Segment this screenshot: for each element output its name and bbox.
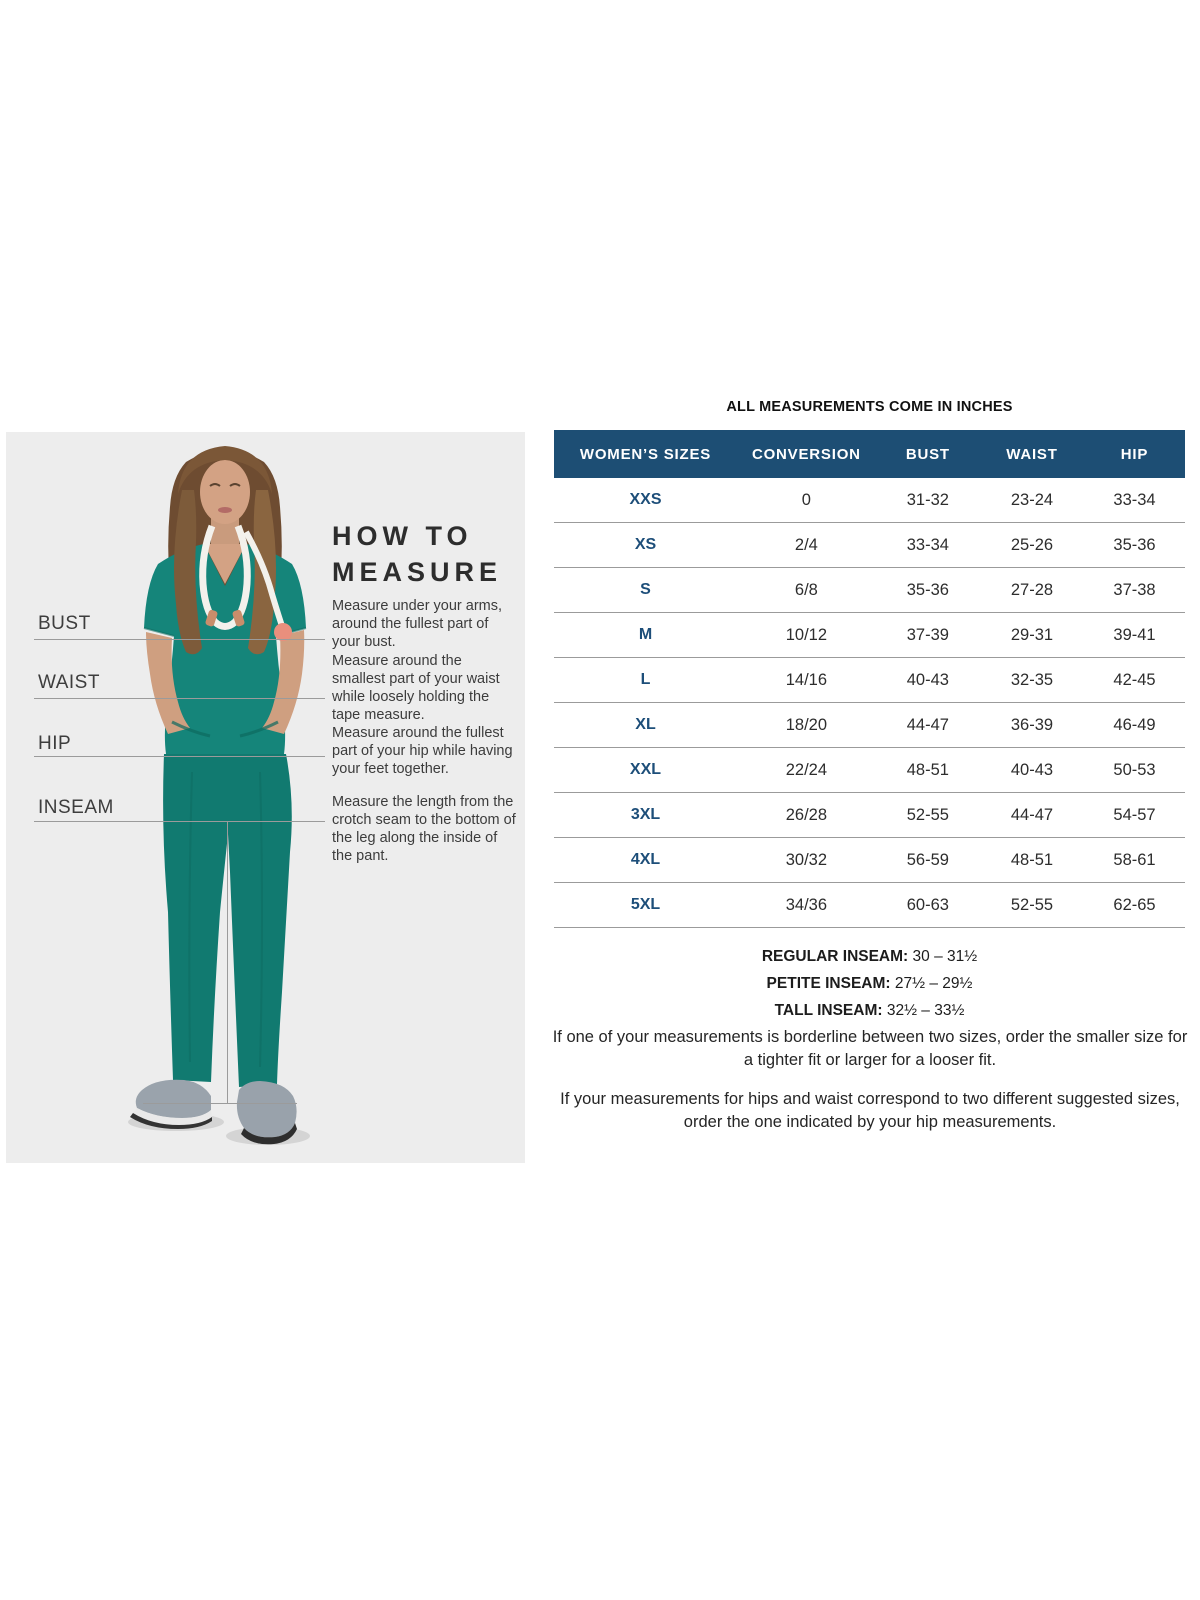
cell-bust: 52-55: [906, 805, 949, 824]
size-table-body: [554, 478, 1185, 928]
cell-size: XL: [635, 716, 656, 733]
size-table-row: [554, 793, 1185, 838]
header-bust: BUST: [905, 445, 950, 463]
inseam-note-value: 32½ – 33½: [886, 1002, 965, 1019]
cell-bust: 33-34: [906, 535, 949, 554]
hip-description: Measure around the fullest part of your hip while having your feet together.: [332, 725, 513, 777]
heading-line-1: HOW TO: [332, 521, 473, 551]
cell-size: 4XL: [630, 851, 661, 868]
cell-waist: 52-55: [1010, 895, 1054, 914]
bust-guide-line: [34, 639, 325, 640]
cell-hip: 33-34: [1113, 490, 1156, 509]
header-conversion: CONVERSION: [751, 445, 861, 463]
cell-conversion: 0: [801, 490, 811, 509]
inseam-note-label: PETITE INSEAM:: [766, 975, 895, 992]
cell-conversion: 34/36: [785, 895, 828, 914]
cell-conversion: 6/8: [794, 580, 818, 599]
cell-waist: 44-47: [1010, 805, 1054, 824]
cell-waist: 32-35: [1010, 670, 1054, 689]
inseam-note: [554, 975, 1185, 993]
bust-description: Measure under your arms, around the fullest part of your bust.: [332, 598, 503, 650]
cell-hip: 50-53: [1113, 760, 1156, 779]
cell-hip: 58-61: [1113, 850, 1156, 869]
cell-size: S: [640, 581, 651, 598]
waist-description: Measure around the smallest part of your waist while loosely holding the tape measure.: [332, 653, 500, 723]
cell-conversion: 10/12: [785, 625, 828, 644]
heading-line-2: MEASURE: [332, 557, 503, 587]
cell-hip: 62-65: [1113, 895, 1156, 914]
cell-conversion: 26/28: [785, 805, 828, 824]
cell-conversion: 22/24: [785, 760, 828, 779]
cell-bust: 56-59: [906, 850, 949, 869]
cell-bust: 35-36: [906, 580, 949, 599]
header-waist: WAIST: [1006, 445, 1058, 463]
inseam-notes: [554, 948, 1185, 1029]
inseam-note-value: 27½ – 29½: [894, 975, 973, 992]
cell-waist: 36-39: [1010, 715, 1054, 734]
inseam-note-label: TALL INSEAM:: [774, 1002, 887, 1019]
size-table-row: [554, 838, 1185, 883]
cell-conversion: 18/20: [785, 715, 828, 734]
cell-waist: 25-26: [1010, 535, 1054, 554]
cell-hip: 42-45: [1113, 670, 1156, 689]
bust-label: BUST: [38, 613, 91, 634]
cell-bust: 40-43: [906, 670, 949, 689]
waist-guide-line: [34, 698, 325, 699]
cell-size: 5XL: [630, 896, 661, 913]
size-table-row: [554, 478, 1185, 523]
cell-bust: 44-47: [906, 715, 949, 734]
size-table-row: [554, 748, 1185, 793]
cell-bust: 60-63: [906, 895, 949, 914]
cell-hip: 46-49: [1113, 715, 1156, 734]
fit-advice-hip: If your measurements for hips and waist correspond to two different suggested sizes, order the one indicated by your hip measurements.: [560, 1090, 1180, 1131]
size-table-row: [554, 703, 1185, 748]
cell-size: M: [638, 626, 653, 643]
cell-bust: 31-32: [906, 490, 949, 509]
size-table-row: [554, 613, 1185, 658]
hip-label: HIP: [38, 733, 72, 754]
cell-waist: 27-28: [1010, 580, 1054, 599]
inseam-guide-line: [34, 821, 325, 822]
cell-waist: 23-24: [1010, 490, 1054, 509]
size-table-row: [554, 883, 1185, 928]
cell-bust: 48-51: [906, 760, 949, 779]
inseam-description: Measure the length from the crotch seam to the bottom of the leg along the inside of the pant.: [332, 794, 516, 864]
cell-size: XXL: [629, 761, 662, 778]
inseam-note-label: REGULAR INSEAM:: [761, 948, 913, 965]
size-table-row: [554, 658, 1185, 703]
cell-hip: 37-38: [1113, 580, 1156, 599]
cell-waist: 48-51: [1010, 850, 1054, 869]
how-to-measure-heading: [332, 518, 502, 590]
cell-conversion: 30/32: [785, 850, 828, 869]
cell-bust: 37-39: [906, 625, 949, 644]
inseam-note: [554, 1002, 1185, 1020]
inseam-bottom-line: [143, 1103, 297, 1104]
cell-size: 3XL: [630, 806, 661, 823]
inseam-note: [554, 948, 1185, 966]
inseam-note-value: 30 – 31½: [912, 948, 978, 965]
size-table: [554, 430, 1185, 928]
size-table-row: [554, 523, 1185, 568]
cell-conversion: 14/16: [785, 670, 828, 689]
waist-label: WAIST: [38, 672, 100, 693]
hip-guide-line: [34, 756, 325, 757]
cell-hip: 39-41: [1113, 625, 1156, 644]
fit-advice-borderline: If one of your measurements is borderline between two sizes, order the smaller size for a tighter fit or larger for a looser fit.: [552, 1028, 1188, 1069]
size-table-row: [554, 568, 1185, 613]
header-hip: HIP: [1120, 445, 1149, 463]
cell-hip: 35-36: [1113, 535, 1156, 554]
inseam-vertical-line: [227, 821, 228, 1103]
inseam-label: INSEAM: [38, 797, 114, 818]
cell-waist: 29-31: [1010, 625, 1054, 644]
cell-conversion: 2/4: [794, 535, 818, 554]
cell-size: XXS: [629, 491, 662, 508]
cell-size: XS: [634, 536, 657, 553]
size-table-header: [554, 430, 1185, 478]
cell-size: L: [640, 671, 651, 688]
chart-title: ALL MEASUREMENTS COME IN INCHES: [726, 399, 1013, 415]
cell-waist: 40-43: [1010, 760, 1054, 779]
cell-hip: 54-57: [1113, 805, 1156, 824]
header-womens-sizes: WOMEN’S SIZES: [579, 445, 712, 463]
